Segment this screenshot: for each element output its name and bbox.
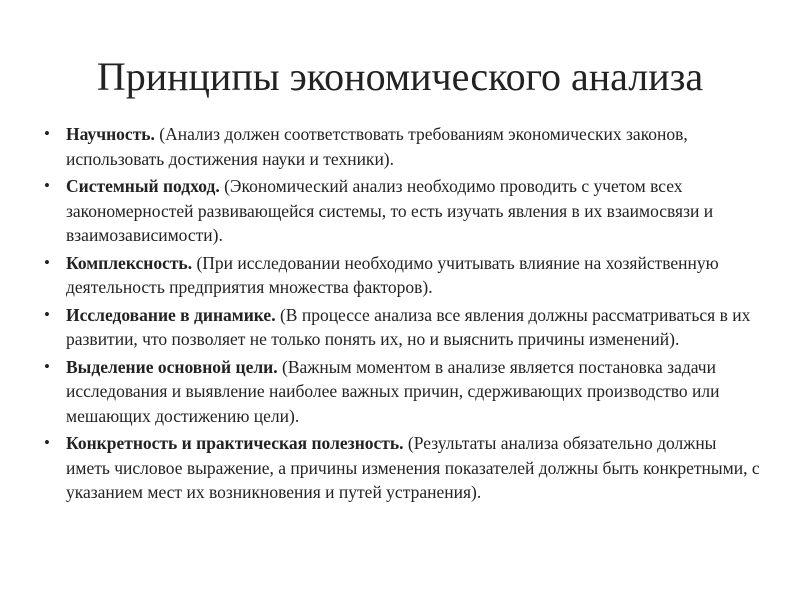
principle-term: Конкретность и практическая полезность. <box>66 433 404 453</box>
bullet-icon: • <box>44 176 50 195</box>
principle-term: Комплексность. <box>66 252 193 273</box>
principle-description: (Результаты анализа обязательно должны иметь числовое выражение, а причины изменения показателей должны быть конкретными, с указанием мест их возникновения и путей устранения). <box>66 433 760 502</box>
principle-term: Научность. <box>66 124 155 144</box>
principle-item-complexity <box>44 251 764 300</box>
principle-item-concreteness <box>44 431 764 505</box>
slide-title: Принципы экономического анализа <box>96 54 704 99</box>
bullet-icon: • <box>44 356 50 376</box>
principle-description: (В процессе анализа все явления должны рассматриваться в их развитии, что позволяет не только понять их, но и выяснить причины изменений). <box>66 304 751 349</box>
bullet-icon: • <box>44 433 50 452</box>
principles-list <box>44 122 764 508</box>
principle-term: Системный подход. <box>66 176 220 196</box>
bullet-icon: • <box>44 252 50 272</box>
principle-description: (Экономический анализ необходимо проводить с учетом всех закономерностей развивающейся системы, то есть изучать явления в их взаимосвязи и взаимозависимости). <box>66 176 714 245</box>
principle-description: (Важным моментом в анализе является постановка задачи исследования и выявление наиболее важных причин, сдерживающих производство или мешающих достижению цели). <box>66 356 720 426</box>
bullet-icon: • <box>44 124 50 143</box>
principle-item-scientific <box>44 122 764 171</box>
principle-item-main-goal <box>44 355 764 429</box>
principle-description: (Анализ должен соответствовать требованиям экономических законов, использовать достижения науки и техники). <box>66 124 688 169</box>
bullet-icon: • <box>44 304 50 324</box>
principle-term: Исследование в динамике. <box>66 304 276 325</box>
principle-description: (При исследовании необходимо учитывать влияние на хозяйственную деятельность предприятия множества факторов). <box>66 252 719 297</box>
principle-term: Выделение основной цели. <box>66 356 278 377</box>
principle-item-dynamics <box>44 303 764 352</box>
principle-item-systemic <box>44 174 764 248</box>
